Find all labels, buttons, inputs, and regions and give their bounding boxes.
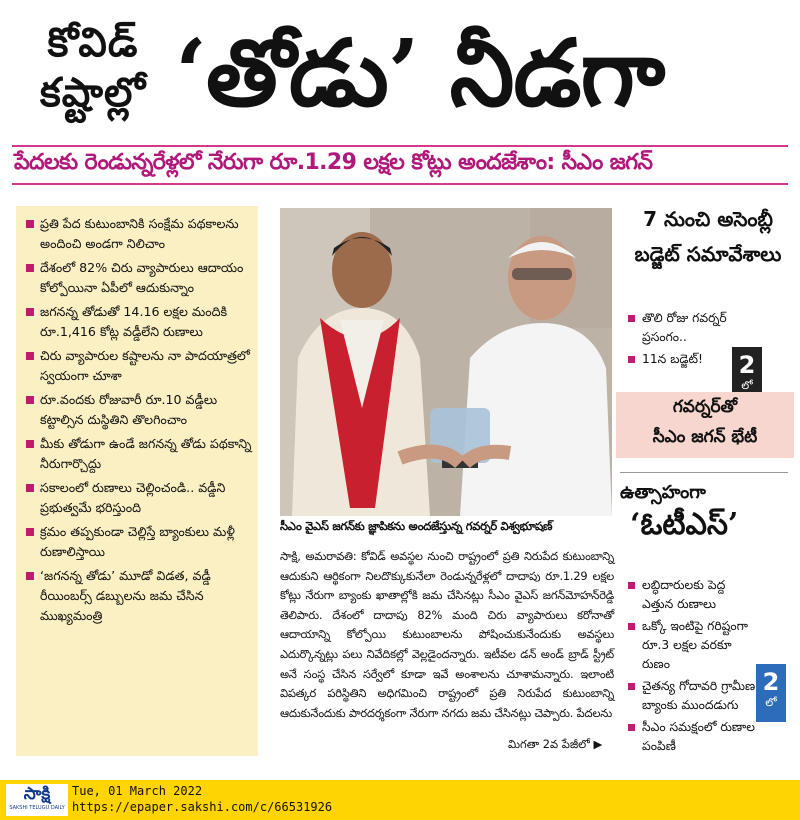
main-headline: ‘తోడు’ నీడగా (175, 19, 665, 127)
photo-illustration (280, 208, 612, 516)
logo-text: సాక్షి (23, 784, 51, 804)
governor-box (616, 392, 794, 458)
ots-points (626, 576, 756, 759)
article-body: సాక్షి, అమరావతి: కోవిడ్‌ అవస్థల నుంచి రాష్ట్రంలో ప్రతి నిరుపేద కుటుంబాన్ని ఆదుకుని ఆర్థికంగా నిలదొక్కుకునేలా రెండున్నరేళ్లలో దాదాపు రూ.1.29 లక్షల కోట్లు నేరుగా బ్యాంకు ఖాతాల్లోకి జమ చేసినట్లు సీఎం వైఎస్‌ జగన్‌మోహన్‌రెడ్డి తెలిపారు. దేశంలో దాదాపు 82% మంది చిరు వ్యాపారులు కరోనాతో ఆదాయాన్ని కోల్పోయి కుటుంబాలను పోషించుకునేందుకు అవస్థలు ఎదుర్కొన్నట్లు పలు నివేదికల్లో వెల్లడైందన్నారు. ఇటీవల డన్‌ అండ్‌ బ్రాడ్‌ స్ట్రీట్‌ అనే సంస్థ చేసిన సర్వేలో కూడా ఇవే అంశాలను చూశామన్నారు. ఇలాంటి విపత్కర పరిస్థితిని అధిగమించి రాష్ట్రంలో ప్రతి నిరుపేద కుటుంబాన్ని ఆదుకునేందుకు పారదర్శకంగా నేరుగా నగదు జమ చేసినట్లు చెప్పారు. పేదలను (280, 549, 614, 720)
ots-point: లబ్ధిదారులకు పెద్ద ఎత్తున రుణాలు (626, 576, 756, 614)
highlight-item: సకాలంలో రుణాలు చెల్లించండి.. వడ్డీని ప్రభుత్వమే భరిస్తుంది (24, 478, 252, 518)
governor-line-1: గవర్నర్‌తో (672, 397, 738, 417)
highlight-item: జగనన్న తోడుతో 14.16 లక్షల మందికి రూ.1,416 కోట్ల వడ్డీలేని రుణాలు (24, 302, 252, 342)
highlight-item: దేశంలో 82% చిరు వ్యాపారులు ఆదాయం కోల్పోయినా ఏపీలో ఆదుకున్నాం (24, 258, 252, 298)
subheadline: పేదలకు రెండున్నరేళ్లలో నేరుగా రూ.1.29 లక్షల కోట్లు అందజేశాం: సీఎం జగన్ (14, 150, 653, 175)
highlights-list (16, 206, 258, 626)
highlight-item: ‘జగనన్న తోడు’ మూడో విడత, వడ్డీ రీయింబర్స్‌ డబ్బులను జమ చేసిన ముఖ్యమంత్రి (24, 566, 252, 626)
sakshi-logo[interactable] (6, 784, 68, 816)
photo-caption: సీఎం వైఎస్‌ జగన్‌కు జ్ఞాపికను అందజేస్తున్న గవర్నర్‌ విశ్వభూషణ్‌ (280, 519, 553, 533)
highlight-item: మీకు తోడుగా ఉండే జగనన్న తోడు పథకాన్ని నీరుగార్చొద్దు (24, 434, 252, 474)
highlight-item: ప్రతి పేద కుటుంబానికి సంక్షేమ పథకాలను అందించి అండగా నిలిచాం (24, 214, 252, 254)
highlight-item: రూ.వందకు రోజువారీ రూ.10 వడ్డీలు కట్టాల్సిన దుస్థితిని తొలగించాం (24, 390, 252, 430)
footer-bar (0, 780, 800, 820)
kicker-line-1: కోవిడ్ (47, 20, 139, 66)
ots-point: సీఎం సమక్షంలో రుణాల పంపిణీ (626, 718, 756, 756)
assembly-point: 11న బడ్జెట్‌! (626, 350, 754, 369)
highlight-item: క్రమం తప్పకుండా చెల్లిస్తే బ్యాంకులు మళ్లీ రుణాలిస్తాయి (24, 522, 252, 562)
sidebar-divider (620, 472, 788, 473)
assembly-point: తొలి రోజు గవర్నర్‌ ప్రసంగం.. (626, 309, 754, 347)
page-ref-badge-ots[interactable] (756, 664, 786, 722)
assembly-title: 7 నుంచి అసెంబ్లీ బడ్జెట్‌ సమావేశాలు (634, 207, 782, 266)
news-photo (280, 208, 612, 516)
highlight-item: చిరు వ్యాపారుల కష్టాలను నా పాదయాత్రలో స్వయంగా చూశా (24, 346, 252, 386)
governor-line-2: సీఎం జగన్‌ భేటీ (652, 427, 758, 447)
ots-title: ‘ఓటీఎస్‌’ (630, 507, 739, 542)
top-divider (12, 145, 788, 147)
ots-point: ఒక్కో ఇంటిపై గరిష్టంగా రూ.3 లక్షల వరకూ రుణం (626, 617, 756, 674)
page-ref-number: 2 (738, 351, 756, 379)
kicker-title (18, 18, 168, 118)
bottom-divider (12, 183, 788, 185)
page-ref-suffix: లో (765, 696, 777, 709)
page-ref-suffix: లో (741, 379, 753, 392)
highlights-box (16, 206, 258, 756)
logo-subtext: SAKSHI TELUGU DAILY (9, 805, 65, 811)
epaper-url[interactable]: https://epaper.sakshi.com/c/66531926 (72, 800, 333, 814)
page-ref-number: 2 (762, 668, 780, 696)
ots-subtitle: ఉత్సాహంగా (620, 482, 706, 503)
edition-date: Tue, 01 March 2022 (72, 784, 203, 798)
ots-point: చైతన్య గోదావరి గ్రామీణ బ్యాంకు ముందడుగు (626, 677, 756, 715)
kicker-line-2: కష్టాల్లో (39, 70, 147, 116)
continued-link[interactable]: మిగతా 2వ పేజీలో ▶ (508, 737, 603, 751)
